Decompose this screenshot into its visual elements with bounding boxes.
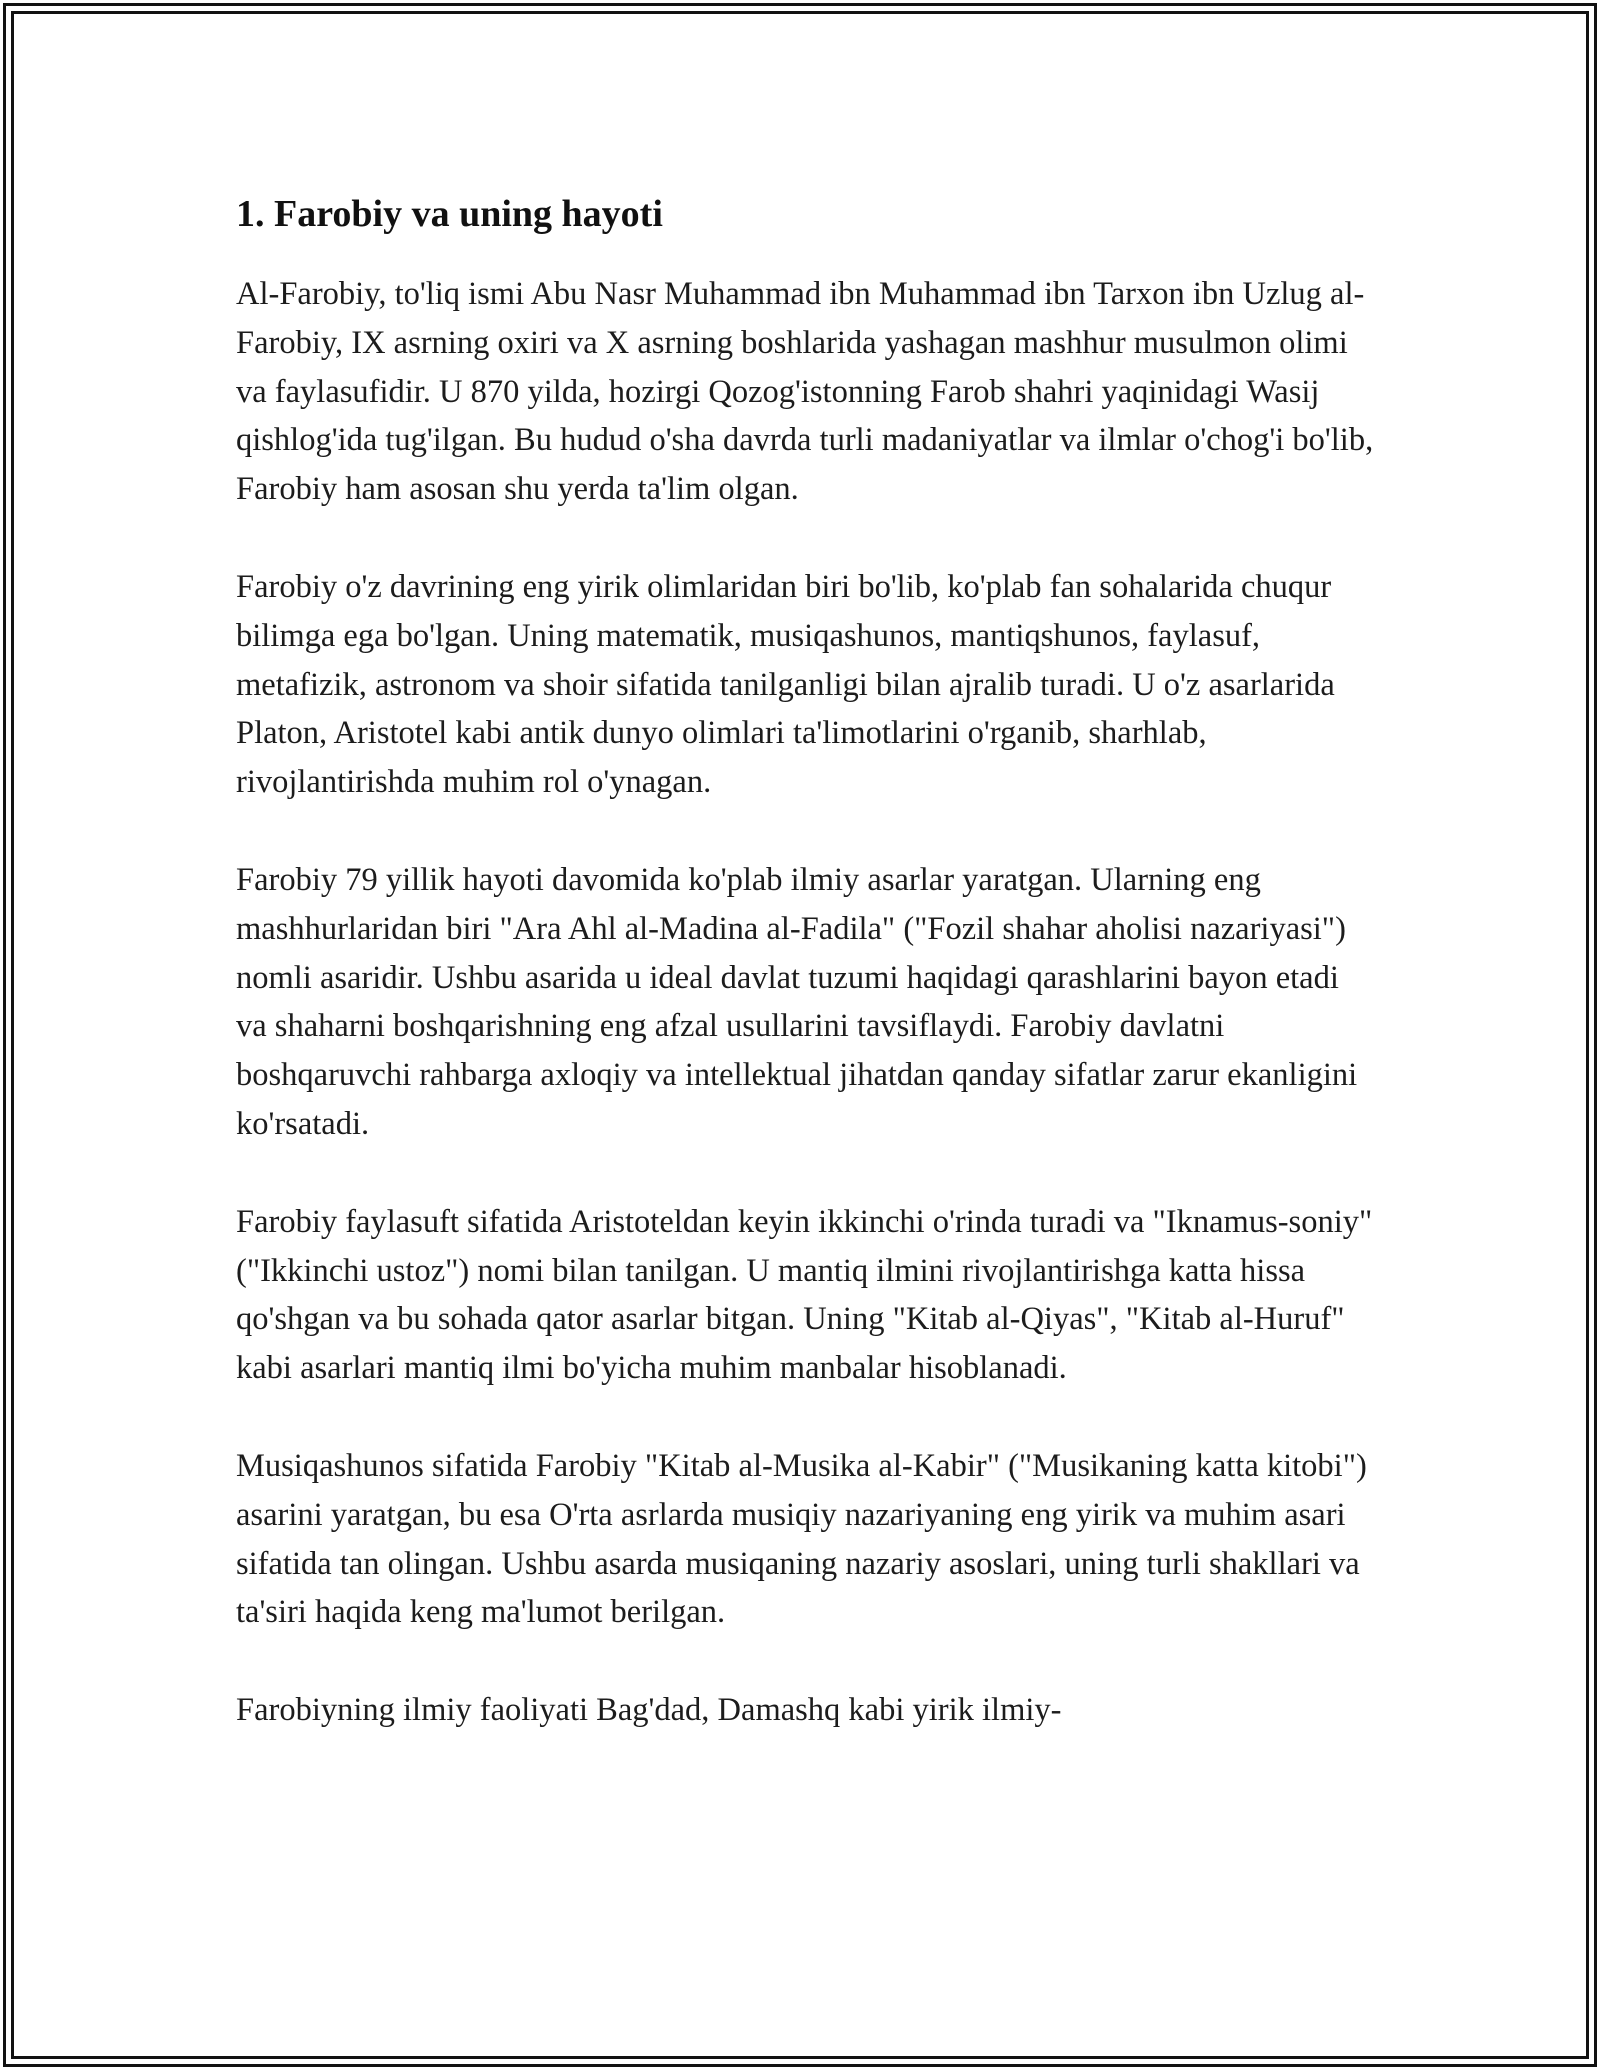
- paragraph-music: Musiqashunos sifatida Farobiy "Kitab al-Musika al-Kabir" ("Musikaning katta kitobi") asarini yaratgan, bu esa O'rta asrlarda musiqiy nazariyaning eng yirik va muhim asari sifatida tan olingan. Ushbu asarda musiqaning nazariy asoslari, uning turli shakllari va ta'siri haqida keng ma'lumot berilgan.: [236, 1447, 1367, 1631]
- paragraph-fields-of-knowledge: Farobiy o'z davrining eng yirik olimlaridan biri bo'lib, ko'plab fan sohalarida chuqur bilimga ega bo'lgan. Uning matematik, musiqashunos, mantiqshunos, faylasuf, metafizik, astronom va shoir sifatida tanilganligi bilan ajralib turadi. U o'z asarlarida Platon, Aristotel kabi antik dunyo olimlari ta'limotlarini o'rganib, sharhlab, rivojlantirishda muhim rol o'ynagan.: [236, 568, 1335, 801]
- section-heading: 1. Farobiy va uning hayoti: [236, 193, 663, 235]
- paragraph-works: Farobiy 79 yillik hayoti davomida ko'plab ilmiy asarlar yaratgan. Ularning eng mashhurlaridan biri "Ara Ahl al-Madina al-Fadila" ("Fozil shahar aholisi nazariyasi") nomli asaridir. Ushbu asarida u ideal davlat tuzumi haqidagi qarashlarini bayon etadi va shaharni boshqarishning eng afzal usullarini tavsiflaydi. Farobiy davlatni boshqaruvchi rahbarga axloqiy va intellektual jihatdan qanday sifatlar zarur ekanligini ko'rsatadi.: [236, 861, 1358, 1142]
- paragraph-philosophy-logic: Farobiy faylasuft sifatida Aristoteldan keyin ikkinchi o'rinda turadi va "Iknamus-soniy" ("Ikkinchi ustoz") nomi bilan tanilgan. U mantiq ilmini rivojlantirishga katta hissa qo'shgan va bu sohada qator asarlar bitgan. Uning "Kitab al-Qiyas", "Kitab al-Huruf" kabi asarlari mantiq ilmi bo'yicha muhim manbalar hisoblanadi.: [236, 1203, 1373, 1387]
- paragraph-scientific-activity: Farobiyning ilmiy faoliyati Bag'dad, Damashq kabi yirik ilmiy-: [236, 1692, 1062, 1729]
- paragraph-biography: Al-Farobiy, to'liq ismi Abu Nasr Muhammad ibn Muhammad ibn Tarxon ibn Uzlug al-Farobiy, IX asrning oxiri va X asrning boshlarida yashagan mashhur musulmon olimi va faylasufidir. U 870 yilda, hozirgi Qozog'istonning Farob shahri yaqinidagi Wasij qishlog'ida tug'ilgan. Bu hudud o'sha davrda turli madaniyatlar va ilmlar o'chog'i bo'lib, Farobiy ham asosan shu yerda ta'lim olgan.: [236, 276, 1374, 508]
- document-body: [236, 188, 1376, 1784]
